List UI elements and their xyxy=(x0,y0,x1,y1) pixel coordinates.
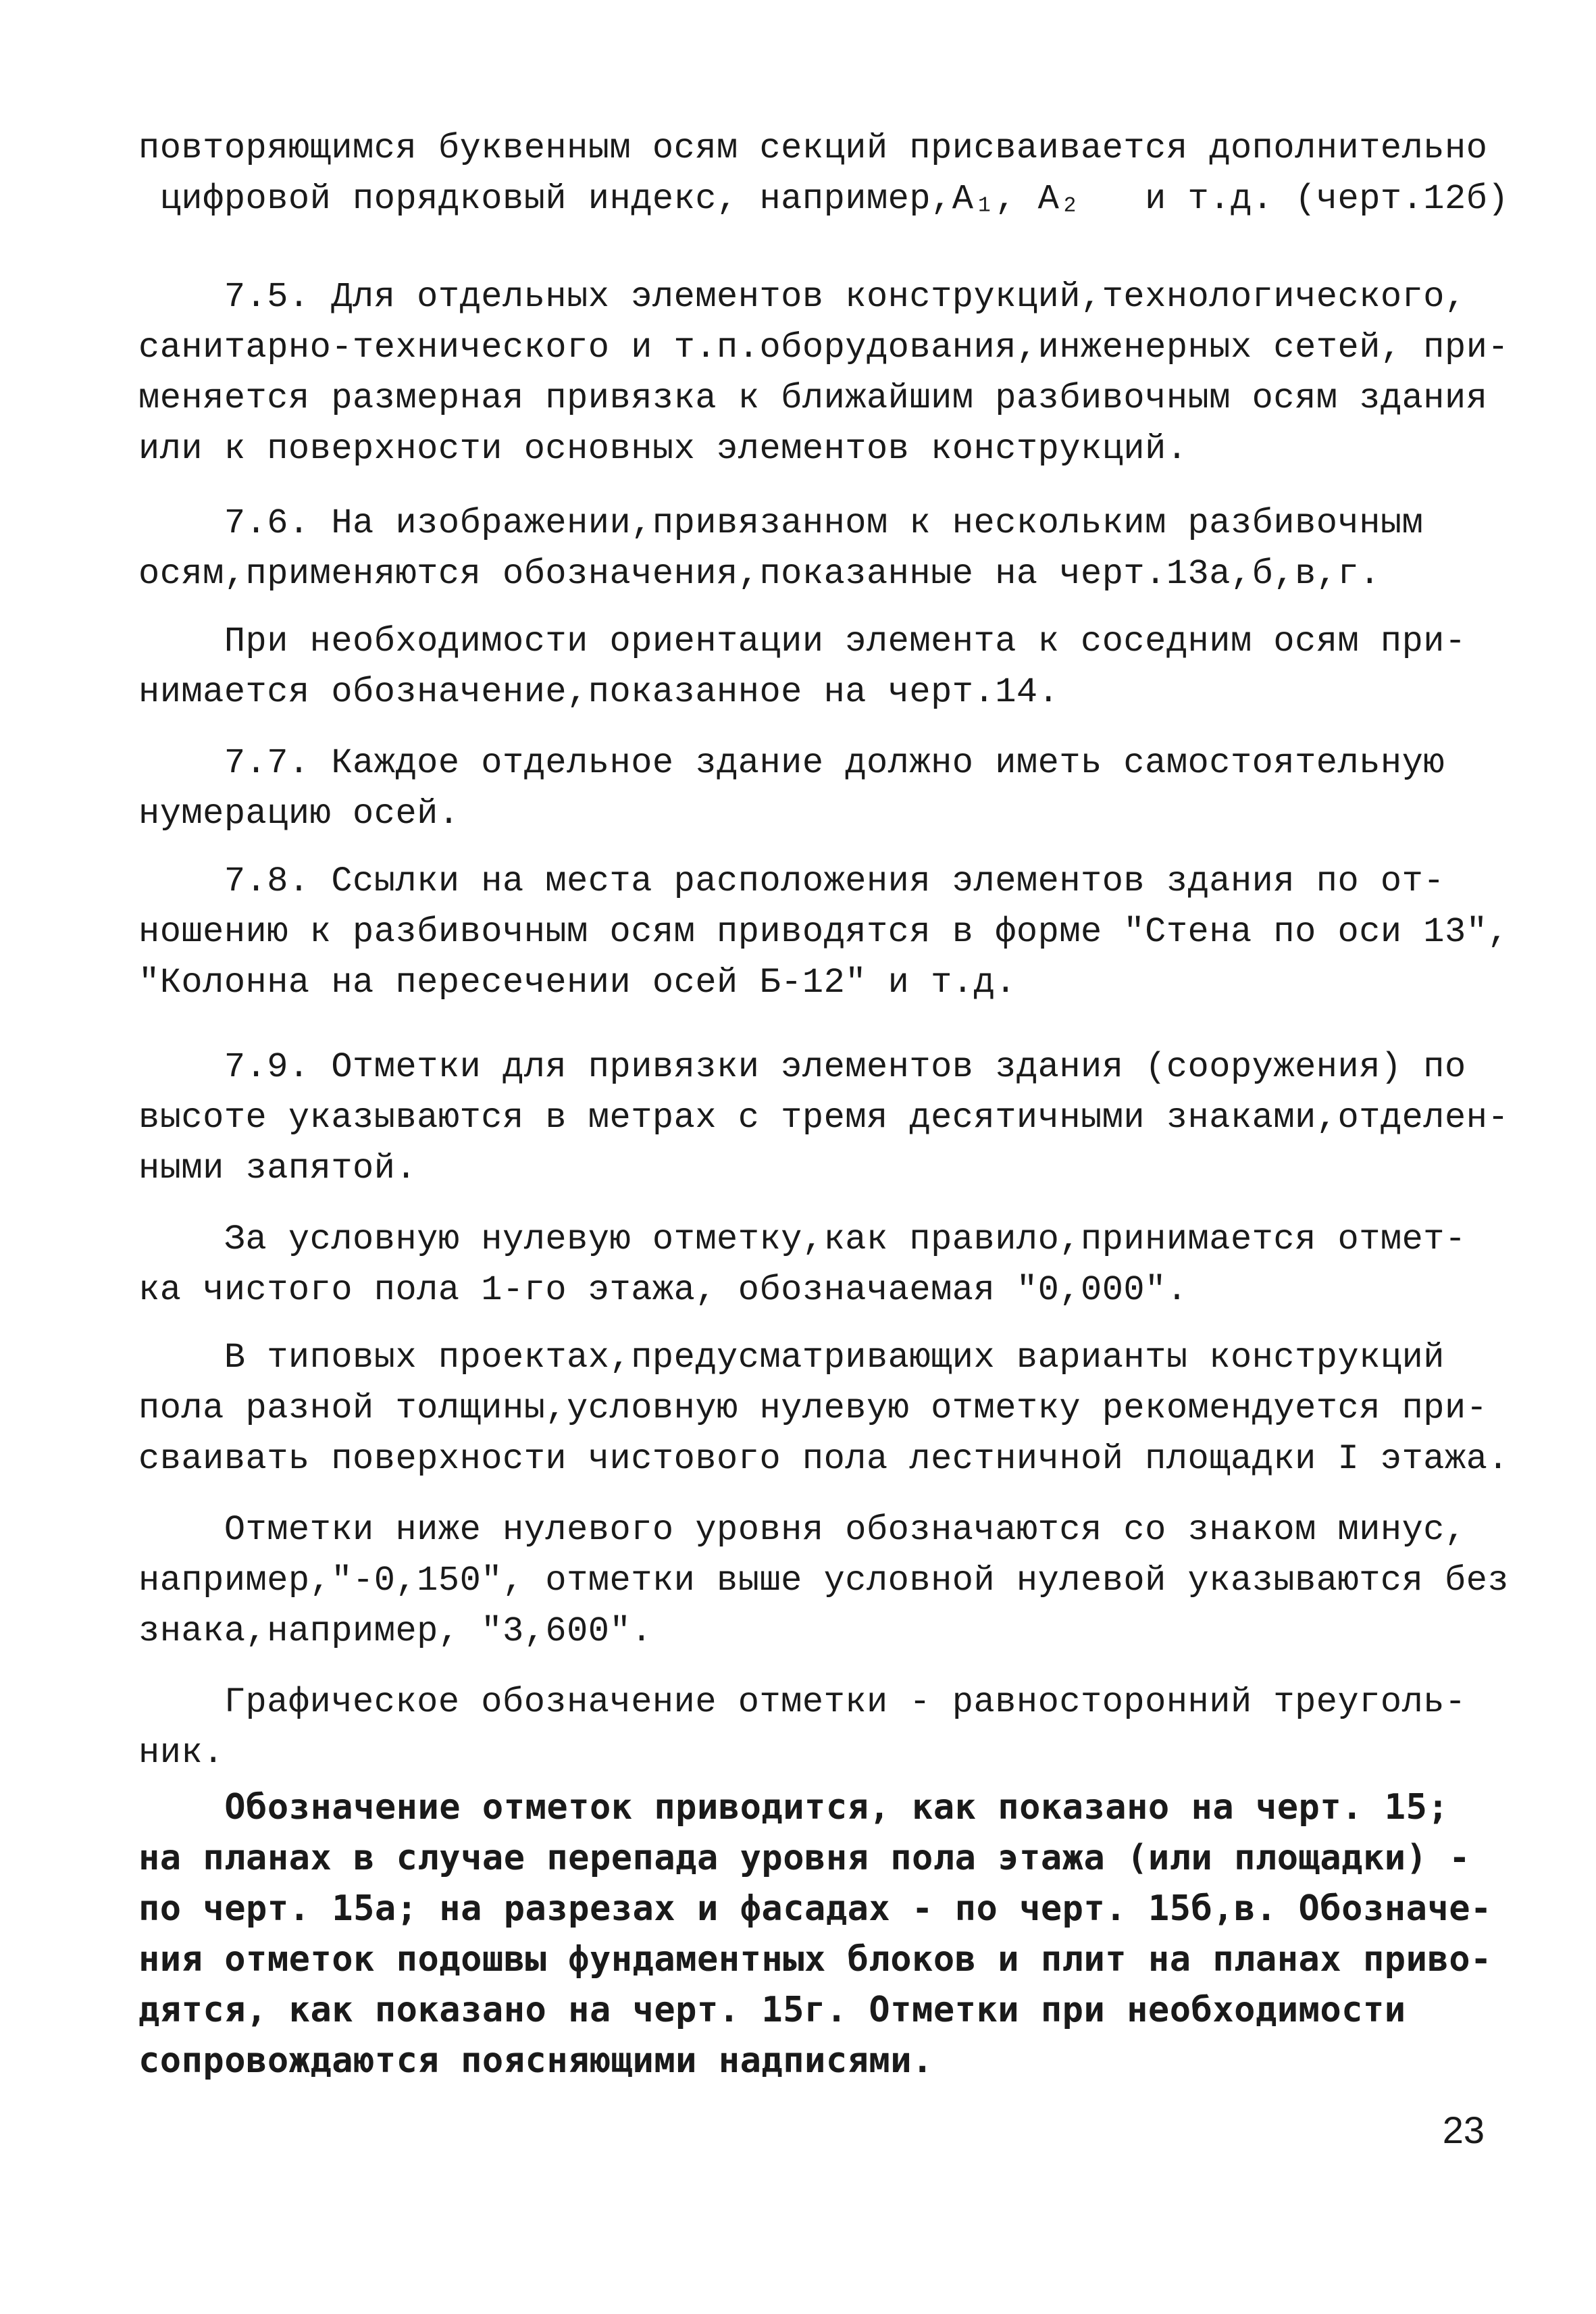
text-line: В типовых проектах,предусматривающих варианты конструкций xyxy=(138,1338,1445,1378)
text-line: дятся, как показано на черт. 15г. Отметки при необходимости xyxy=(138,1990,1406,2030)
text-line: нимается обозначение,показанное на черт.14. xyxy=(138,672,1060,712)
text-line: высоте указываются в метрах с тремя десятичными знаками,отделен- xyxy=(138,1098,1510,1138)
text-line: например,"-0,150", отметки выше условной нулевой указываются без xyxy=(138,1561,1510,1601)
text-line: ния отметок подошвы фундаментных блоков и плит на планах приво- xyxy=(138,1939,1492,1980)
text-line: цифровой порядковый индекс, например,A₁, A₂ и т.д. (черт.12б) xyxy=(138,179,1510,219)
text-line: на планах в случае перепада уровня пола этажа (или площадки) - xyxy=(138,1838,1471,1878)
text-line: Отметки ниже нулевого уровня обозначаются со знаком минус, xyxy=(138,1510,1466,1550)
text-line: ка чистого пола 1-го этажа, обозначаемая "0,000". xyxy=(138,1270,1188,1310)
text-line: 7.5. Для отдельных элементов конструкций,технологического, xyxy=(138,277,1466,317)
text-line: 7.9. Отметки для привязки элементов здания (сооружения) по xyxy=(138,1047,1466,1087)
page-number: 23 xyxy=(1442,2109,1485,2151)
text-line: повторяющимся буквенным осям секций присваивается дополнительно xyxy=(138,128,1488,168)
text-line: санитарно-технического и т.п.оборудования,инженерных сетей, при- xyxy=(138,328,1510,368)
text-line: нумерацию осей. xyxy=(138,794,460,834)
text-line: 7.6. На изображении,привязанном к нескольким разбивочным xyxy=(138,503,1424,543)
text-line: ными запятой. xyxy=(138,1149,417,1188)
text-line: За условную нулевую отметку,как правило,принимается отмет- xyxy=(138,1219,1466,1259)
text-line: сопровождаются поясняющими надписями. xyxy=(138,2040,933,2081)
text-line: "Колонна на пересечении осей Б-12" и т.д. xyxy=(138,963,1016,1003)
text-line: 7.8. Ссылки на места расположения элементов здания по от- xyxy=(138,861,1445,901)
text-line: знака,например, "3,600". xyxy=(138,1611,652,1651)
text-line: При необходимости ориентации элемента к соседним осям при- xyxy=(138,622,1466,661)
text-line: ношению к разбивочным осям приводятся в форме "Стена по оси 13", xyxy=(138,912,1510,952)
text-line: 7.7. Каждое отдельное здание должно иметь самостоятельную xyxy=(138,743,1445,783)
text-line: или к поверхности основных элементов конструкций. xyxy=(138,429,1188,469)
text-line: сваивать поверхности чистового пола лестничной площадки I этажа. xyxy=(138,1439,1510,1479)
text-line: пола разной толщины,условную нулевую отметку рекомендуется при- xyxy=(138,1388,1488,1428)
text-line: осям,применяются обозначения,показанные на черт.13а,б,в,г. xyxy=(138,554,1381,594)
text-line: ник. xyxy=(138,1733,224,1773)
text-line: меняется размерная привязка к ближайшим разбивочным осям здания xyxy=(138,378,1488,418)
text-line: Обозначение отметок приводится, как показано на черт. 15; xyxy=(138,1787,1449,1828)
text-line: Графическое обозначение отметки - равносторонний треуголь- xyxy=(138,1682,1466,1722)
text-line: по черт. 15а; на разрезах и фасадах - по черт. 15б,в. Обозначе- xyxy=(138,1888,1492,1929)
